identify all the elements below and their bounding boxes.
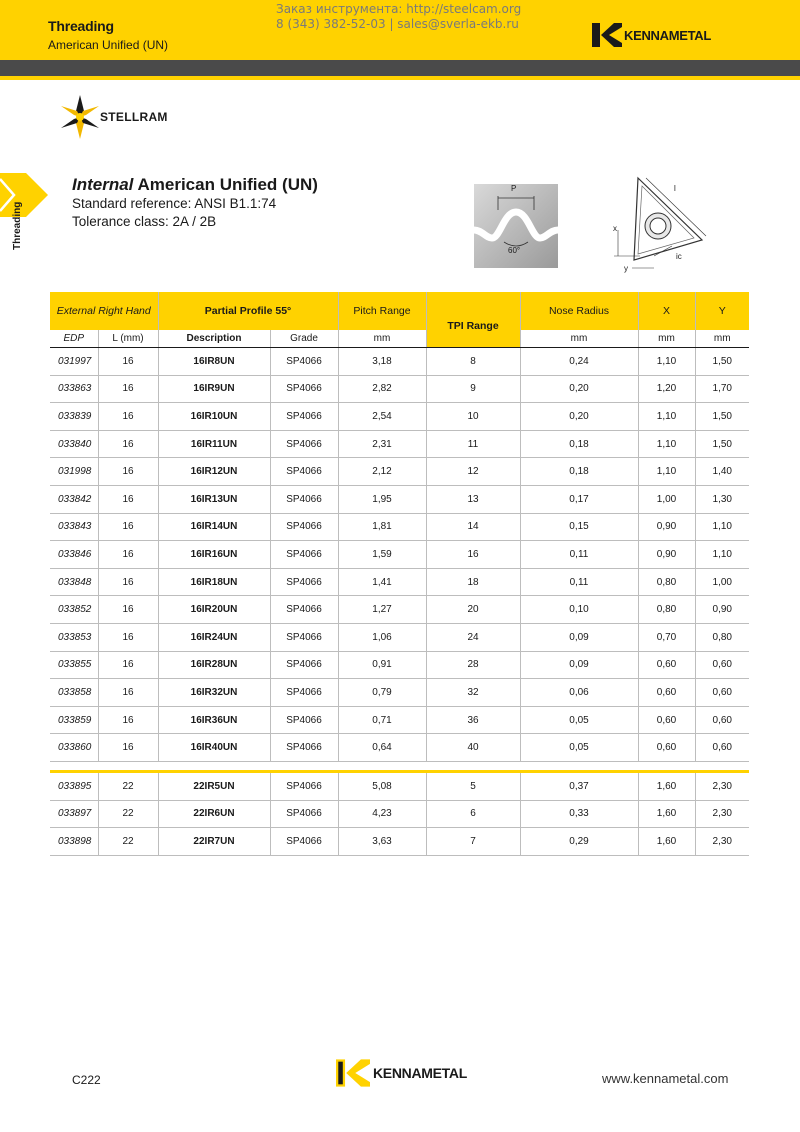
kennametal-logo-header	[592, 23, 711, 47]
cell-grade: SP4066	[270, 513, 338, 541]
table-row	[50, 828, 749, 856]
kennametal-footer-wordmark: KENNAMETAL	[373, 1065, 467, 1081]
cell-grade: SP4066	[270, 623, 338, 651]
thread-angle-label: 60°	[508, 246, 521, 255]
cell-pitch: 1,06	[338, 623, 426, 651]
cell-grade: SP4066	[270, 403, 338, 431]
cell-x: 0,90	[638, 541, 695, 569]
cell-pitch: 3,18	[338, 348, 426, 376]
cell-length: 16	[98, 541, 158, 569]
col-l-header: L (mm)	[98, 330, 158, 348]
website-link[interactable]: www.kennametal.com	[602, 1071, 729, 1086]
cell-description: 16IR36UN	[158, 706, 270, 734]
cell-description: 16IR11UN	[158, 430, 270, 458]
cell-tpi: 12	[426, 458, 520, 486]
insert-l-label: l	[674, 184, 676, 193]
cell-tpi: 11	[426, 430, 520, 458]
cell-tpi: 36	[426, 706, 520, 734]
cell-y: 1,00	[695, 568, 749, 596]
cell-y: 1,30	[695, 485, 749, 513]
cell-edp: 033895	[50, 771, 98, 800]
cell-grade: SP4066	[270, 430, 338, 458]
page-title-italic: Internal	[72, 175, 134, 194]
cell-length: 22	[98, 771, 158, 800]
cell-y: 0,60	[695, 706, 749, 734]
cell-x: 1,10	[638, 403, 695, 431]
cell-pitch: 5,08	[338, 771, 426, 800]
header-dark-stripe	[0, 60, 800, 76]
side-tab-chevron	[0, 173, 48, 217]
cell-pitch: 3,63	[338, 828, 426, 856]
col-hand-header: External Right Hand	[50, 292, 158, 330]
cell-x: 0,60	[638, 679, 695, 707]
table-row	[50, 623, 749, 651]
cell-nose-radius: 0,05	[520, 706, 638, 734]
cell-x: 1,60	[638, 828, 695, 856]
stellram-star-icon	[60, 94, 100, 140]
cell-tpi: 16	[426, 541, 520, 569]
cell-description: 16IR28UN	[158, 651, 270, 679]
cell-nose-radius: 0,29	[520, 828, 638, 856]
cell-y: 1,50	[695, 348, 749, 376]
col-edp-header: EDP	[50, 330, 98, 348]
cell-nose-radius: 0,24	[520, 348, 638, 376]
kennametal-k-footer-icon	[336, 1059, 370, 1087]
header-accent-line	[0, 76, 800, 80]
table-row	[50, 541, 749, 569]
cell-edp: 033839	[50, 403, 98, 431]
cell-x: 0,80	[638, 568, 695, 596]
cell-nose-radius: 0,11	[520, 568, 638, 596]
cell-grade: SP4066	[270, 734, 338, 762]
cell-pitch: 1,27	[338, 596, 426, 624]
cell-nose-radius: 0,10	[520, 596, 638, 624]
cell-nose-radius: 0,15	[520, 513, 638, 541]
table-row	[50, 568, 749, 596]
stellram-logo	[60, 94, 168, 140]
cell-description: 16IR20UN	[158, 596, 270, 624]
cell-nose-radius: 0,06	[520, 679, 638, 707]
table-header-row-1	[50, 292, 749, 330]
cell-nose-radius: 0,18	[520, 458, 638, 486]
cell-y: 2,30	[695, 828, 749, 856]
cell-tpi: 40	[426, 734, 520, 762]
table-row	[50, 458, 749, 486]
cell-tpi: 32	[426, 679, 520, 707]
watermark-line-2: 8 (343) 382-52-03 | sales@sverla-ekb.ru	[276, 17, 519, 31]
table-body-group-22	[50, 771, 749, 855]
cell-description: 16IR9UN	[158, 375, 270, 403]
cell-pitch: 2,82	[338, 375, 426, 403]
cell-pitch: 1,59	[338, 541, 426, 569]
cell-description: 16IR14UN	[158, 513, 270, 541]
col-desc-header: Description	[158, 330, 270, 348]
cell-edp: 033843	[50, 513, 98, 541]
cell-x: 0,90	[638, 513, 695, 541]
cell-grade: SP4066	[270, 541, 338, 569]
cell-x: 0,80	[638, 596, 695, 624]
table-row	[50, 800, 749, 828]
table-row	[50, 706, 749, 734]
cell-tpi: 28	[426, 651, 520, 679]
group-separator-row	[50, 761, 749, 771]
cell-y: 1,70	[695, 375, 749, 403]
table-row	[50, 375, 749, 403]
cell-x: 0,60	[638, 651, 695, 679]
kennametal-logo-footer	[336, 1059, 467, 1087]
cell-tpi: 9	[426, 375, 520, 403]
table-header	[50, 292, 749, 348]
table-row	[50, 348, 749, 376]
col-nose-header: Nose Radius	[520, 292, 638, 330]
cell-x: 1,60	[638, 800, 695, 828]
insert-x-label: x	[613, 224, 617, 233]
cell-grade: SP4066	[270, 485, 338, 513]
tolerance-class: Tolerance class: 2A / 2B	[72, 214, 217, 229]
cell-pitch: 0,64	[338, 734, 426, 762]
cell-description: 16IR8UN	[158, 348, 270, 376]
cell-grade: SP4066	[270, 375, 338, 403]
page-title-rest: American Unified (UN)	[133, 175, 318, 194]
group-separator-cell	[50, 761, 749, 771]
cell-y: 1,10	[695, 513, 749, 541]
table-row	[50, 485, 749, 513]
cell-nose-radius: 0,37	[520, 771, 638, 800]
cell-y: 2,30	[695, 800, 749, 828]
table-row	[50, 430, 749, 458]
cell-nose-radius: 0,11	[520, 541, 638, 569]
cell-description: 16IR24UN	[158, 623, 270, 651]
cell-grade: SP4066	[270, 771, 338, 800]
cell-description: 16IR10UN	[158, 403, 270, 431]
table-row	[50, 734, 749, 762]
col-y-unit: mm	[695, 330, 749, 348]
cell-length: 16	[98, 568, 158, 596]
cell-grade: SP4066	[270, 596, 338, 624]
thread-profile-diagram	[474, 184, 558, 268]
cell-pitch: 0,71	[338, 706, 426, 734]
cell-nose-radius: 0,20	[520, 375, 638, 403]
cell-length: 16	[98, 706, 158, 734]
cell-length: 16	[98, 734, 158, 762]
cell-y: 1,40	[695, 458, 749, 486]
cell-grade: SP4066	[270, 679, 338, 707]
cell-length: 16	[98, 485, 158, 513]
cell-length: 16	[98, 623, 158, 651]
cell-edp: 033842	[50, 485, 98, 513]
cell-y: 0,60	[695, 734, 749, 762]
cell-length: 16	[98, 679, 158, 707]
cell-description: 16IR16UN	[158, 541, 270, 569]
cell-edp: 033897	[50, 800, 98, 828]
cell-description: 16IR13UN	[158, 485, 270, 513]
cell-tpi: 24	[426, 623, 520, 651]
col-profile-header: Partial Profile 55°	[158, 292, 338, 330]
insert-table	[50, 292, 749, 856]
cell-pitch: 2,12	[338, 458, 426, 486]
cell-grade: SP4066	[270, 828, 338, 856]
cell-pitch: 1,41	[338, 568, 426, 596]
cell-grade: SP4066	[270, 651, 338, 679]
cell-pitch: 0,91	[338, 651, 426, 679]
cell-pitch: 2,54	[338, 403, 426, 431]
cell-x: 1,00	[638, 485, 695, 513]
cell-length: 16	[98, 375, 158, 403]
table-row	[50, 513, 749, 541]
cell-tpi: 14	[426, 513, 520, 541]
cell-edp: 033898	[50, 828, 98, 856]
cell-pitch: 2,31	[338, 430, 426, 458]
cell-length: 16	[98, 513, 158, 541]
cell-pitch: 4,23	[338, 800, 426, 828]
col-x-header: X	[638, 292, 695, 330]
kennametal-wordmark: KENNAMETAL	[624, 27, 712, 43]
table-row	[50, 679, 749, 707]
cell-length: 16	[98, 458, 158, 486]
cell-grade: SP4066	[270, 706, 338, 734]
cell-y: 0,80	[695, 623, 749, 651]
cell-description: 16IR12UN	[158, 458, 270, 486]
cell-description: 22IR7UN	[158, 828, 270, 856]
thread-pitch-label: P	[511, 184, 517, 193]
cell-length: 22	[98, 828, 158, 856]
cell-edp: 031998	[50, 458, 98, 486]
cell-tpi: 13	[426, 485, 520, 513]
cell-edp: 033846	[50, 541, 98, 569]
cell-pitch: 1,95	[338, 485, 426, 513]
cell-tpi: 20	[426, 596, 520, 624]
cell-nose-radius: 0,09	[520, 623, 638, 651]
cell-grade: SP4066	[270, 458, 338, 486]
table-group-separator	[50, 761, 749, 771]
stellram-wordmark: STELLRAM	[100, 110, 168, 124]
cell-y: 0,90	[695, 596, 749, 624]
standard-reference: Standard reference: ANSI B1.1:74	[72, 196, 277, 211]
insert-diagram	[606, 172, 726, 276]
cell-grade: SP4066	[270, 348, 338, 376]
cell-x: 1,20	[638, 375, 695, 403]
cell-x: 0,70	[638, 623, 695, 651]
table-row	[50, 403, 749, 431]
cell-description: 16IR40UN	[158, 734, 270, 762]
section-title: Threading	[48, 18, 114, 34]
cell-tpi: 8	[426, 348, 520, 376]
table-row	[50, 651, 749, 679]
table-body-group-16	[50, 348, 749, 762]
cell-tpi: 7	[426, 828, 520, 856]
cell-tpi: 18	[426, 568, 520, 596]
cell-x: 1,10	[638, 348, 695, 376]
cell-description: 16IR18UN	[158, 568, 270, 596]
cell-edp: 033852	[50, 596, 98, 624]
cell-x: 0,60	[638, 734, 695, 762]
cell-x: 1,10	[638, 430, 695, 458]
table-row	[50, 596, 749, 624]
cell-length: 16	[98, 348, 158, 376]
cell-y: 0,60	[695, 679, 749, 707]
cell-x: 0,60	[638, 706, 695, 734]
cell-grade: SP4066	[270, 800, 338, 828]
cell-edp: 033858	[50, 679, 98, 707]
table-row	[50, 771, 749, 800]
cell-edp: 031997	[50, 348, 98, 376]
cell-pitch: 1,81	[338, 513, 426, 541]
col-grade-header: Grade	[270, 330, 338, 348]
table-header-row-2	[50, 330, 749, 348]
insert-y-label: y	[624, 264, 628, 273]
cell-edp: 033860	[50, 734, 98, 762]
cell-edp: 033859	[50, 706, 98, 734]
cell-grade: SP4066	[270, 568, 338, 596]
thread-profile-icon	[474, 184, 558, 268]
cell-length: 22	[98, 800, 158, 828]
cell-edp: 033853	[50, 623, 98, 651]
cell-nose-radius: 0,09	[520, 651, 638, 679]
cell-description: 16IR32UN	[158, 679, 270, 707]
cell-y: 1,50	[695, 403, 749, 431]
watermark	[276, 2, 521, 32]
cell-y: 1,10	[695, 541, 749, 569]
cell-edp: 033848	[50, 568, 98, 596]
cell-nose-radius: 0,18	[520, 430, 638, 458]
side-tab-label: Threading	[12, 201, 23, 250]
cell-tpi: 6	[426, 800, 520, 828]
cell-length: 16	[98, 430, 158, 458]
cell-tpi: 10	[426, 403, 520, 431]
col-y-header: Y	[695, 292, 749, 330]
triangle-insert-icon	[606, 172, 726, 276]
col-pitch-unit: mm	[338, 330, 426, 348]
col-tpi-header: TPI Range	[426, 292, 520, 348]
cell-edp: 033840	[50, 430, 98, 458]
insert-ic-label: ic	[676, 252, 682, 261]
cell-y: 2,30	[695, 771, 749, 800]
cell-edp: 033855	[50, 651, 98, 679]
cell-length: 16	[98, 651, 158, 679]
cell-y: 1,50	[695, 430, 749, 458]
watermark-line-1: Заказ инструмента: http://steelcam.org	[276, 2, 522, 16]
cell-edp: 033863	[50, 375, 98, 403]
cell-nose-radius: 0,17	[520, 485, 638, 513]
cell-x: 1,10	[638, 458, 695, 486]
cell-length: 16	[98, 403, 158, 431]
kennametal-k-icon	[592, 23, 622, 47]
page-title	[72, 175, 318, 195]
cell-description: 22IR5UN	[158, 771, 270, 800]
cell-description: 22IR6UN	[158, 800, 270, 828]
cell-pitch: 0,79	[338, 679, 426, 707]
page-number: C222	[72, 1073, 101, 1087]
col-x-unit: mm	[638, 330, 695, 348]
cell-length: 16	[98, 596, 158, 624]
section-subtitle: American Unified (UN)	[48, 38, 169, 52]
cell-nose-radius: 0,33	[520, 800, 638, 828]
col-pitch-header: Pitch Range	[338, 292, 426, 330]
cell-x: 1,60	[638, 771, 695, 800]
cell-tpi: 5	[426, 771, 520, 800]
cell-nose-radius: 0,05	[520, 734, 638, 762]
cell-nose-radius: 0,20	[520, 403, 638, 431]
cell-y: 0,60	[695, 651, 749, 679]
col-nose-unit: mm	[520, 330, 638, 348]
